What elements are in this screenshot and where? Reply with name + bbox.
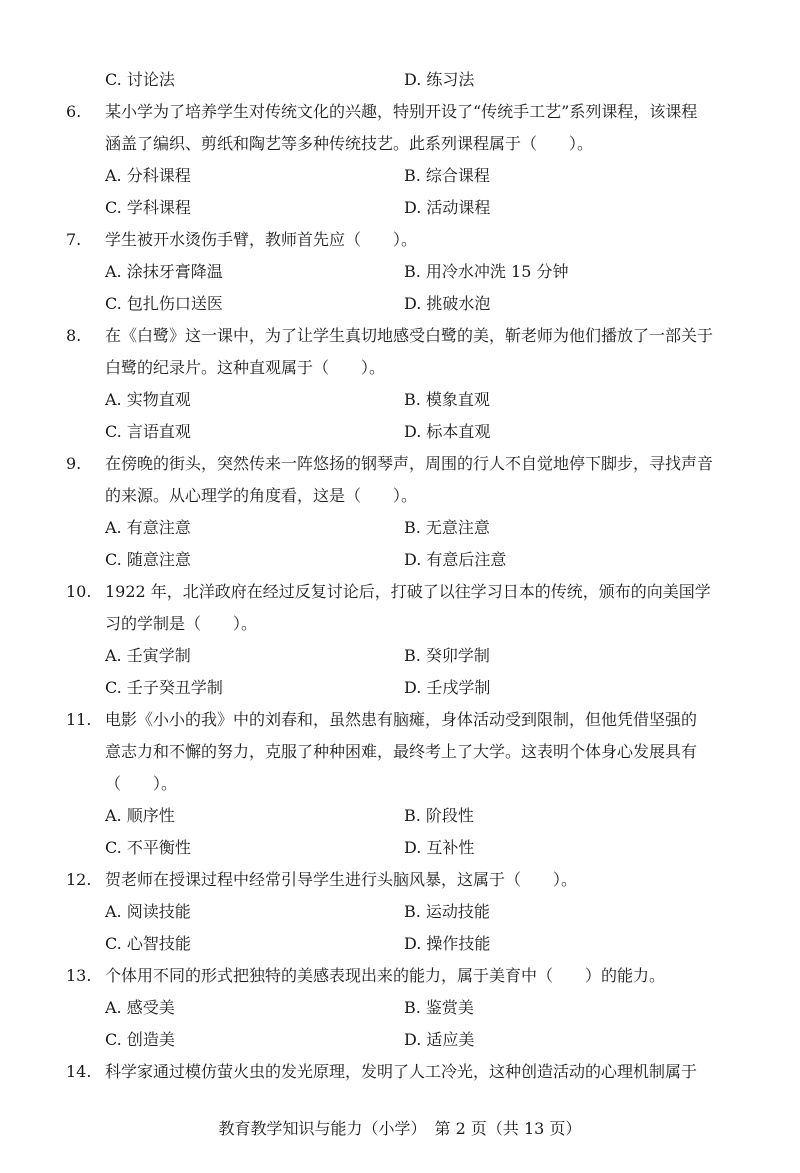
option-d-q5: D. 练习法 <box>404 70 475 89</box>
option-a: A. 壬寅学制 <box>105 646 191 665</box>
option-a: A. 顺序性 <box>105 806 175 825</box>
option-d: D. 适应美 <box>404 1030 475 1049</box>
question-number: 8. <box>66 326 82 345</box>
option-b: B. 阶段性 <box>404 806 474 825</box>
question-text: 贺老师在授课过程中经常引导学生进行头脑风暴，这属于（ ）。 <box>105 870 578 889</box>
option-d: D. 操作技能 <box>404 934 491 953</box>
question-text: 电影《小小的我》中的刘春和，虽然患有脑瘫，身体活动受到限制，但他凭借坚强的 <box>105 710 698 729</box>
option-c: C. 言语直观 <box>105 422 191 441</box>
question-text: 的来源。从心理学的角度看，这是（ ）。 <box>105 486 418 505</box>
option-c: C. 学科课程 <box>105 198 191 217</box>
option-c: C. 壬子癸丑学制 <box>105 678 223 697</box>
question-text: 习的学制是（ ）。 <box>105 614 258 633</box>
option-a: A. 涂抹牙膏降温 <box>105 262 223 281</box>
option-d: D. 壬戌学制 <box>404 678 491 697</box>
option-c: C. 不平衡性 <box>105 838 191 857</box>
question-number: 11. <box>66 710 92 729</box>
option-d: D. 挑破水泡 <box>404 294 491 313</box>
option-c: C. 心智技能 <box>105 934 191 953</box>
question-number: 7. <box>66 230 82 249</box>
option-b: B. 综合课程 <box>404 166 490 185</box>
option-a: A. 有意注意 <box>105 518 191 537</box>
question-text: 意志力和不懈的努力，克服了种种困难，最终考上了大学。这表明个体身心发展具有 <box>105 742 698 761</box>
option-c-q5: C. 讨论法 <box>105 70 175 89</box>
question-text: 白鹭的纪录片。这种直观属于（ ）。 <box>105 358 386 377</box>
option-b: B. 模象直观 <box>404 390 490 409</box>
question-text: 在傍晚的街头，突然传来一阵悠扬的钢琴声，周围的行人不自觉地停下脚步，寻找声音 <box>105 454 714 473</box>
question-number: 9. <box>66 454 82 473</box>
option-c: C. 创造美 <box>105 1030 175 1049</box>
question-text: 学生被开水烫伤手臂，教师首先应（ ）。 <box>105 230 418 249</box>
option-a: A. 分科课程 <box>105 166 191 185</box>
question-text: （ ）。 <box>105 774 178 793</box>
option-d: D. 有意后注意 <box>404 550 507 569</box>
question-text: 涵盖了编织、剪纸和陶艺等多种传统技艺。此系列课程属于（ ）。 <box>105 134 594 153</box>
option-d: D. 标本直观 <box>404 422 491 441</box>
option-b: B. 鉴赏美 <box>404 998 474 1017</box>
question-text: 1922 年，北洋政府在经过反复讨论后，打破了以往学习日本的传统，颁布的向美国学 <box>105 582 711 601</box>
page-footer: 教育教学知识与能力（小学） 第 2 页（共 13 页） <box>218 1119 582 1138</box>
option-b: B. 运动技能 <box>404 902 490 921</box>
option-a: A. 阅读技能 <box>105 902 191 921</box>
question-number: 13. <box>66 966 92 985</box>
question-text: 个体用不同的形式把独特的美感表现出来的能力，属于美育中（ ）的能力。 <box>105 966 666 985</box>
question-number: 12. <box>66 870 92 889</box>
option-c: C. 包扎伤口送医 <box>105 294 223 313</box>
question-number: 14. <box>66 1062 92 1081</box>
question-text: 科学家通过模仿萤火虫的发光原理，发明了人工冷光，这种创造活动的心理机制属于 <box>105 1062 698 1081</box>
option-d: D. 活动课程 <box>404 198 491 217</box>
option-a: A. 实物直观 <box>105 390 191 409</box>
option-b: B. 无意注意 <box>404 518 490 537</box>
question-number: 6. <box>66 102 82 121</box>
question-number: 10. <box>66 582 92 601</box>
option-d: D. 互补性 <box>404 838 475 857</box>
option-c: C. 随意注意 <box>105 550 191 569</box>
question-text: 某小学为了培养学生对传统文化的兴趣，特别开设了“传统手工艺”系列课程，该课程 <box>105 102 698 121</box>
option-a: A. 感受美 <box>105 998 175 1017</box>
question-text: 在《白鹭》这一课中，为了让学生真切地感受白鹭的美，靳老师为他们播放了一部关于 <box>105 326 714 345</box>
option-b: B. 癸卯学制 <box>404 646 490 665</box>
option-b: B. 用冷水冲洗 15 分钟 <box>404 262 569 281</box>
